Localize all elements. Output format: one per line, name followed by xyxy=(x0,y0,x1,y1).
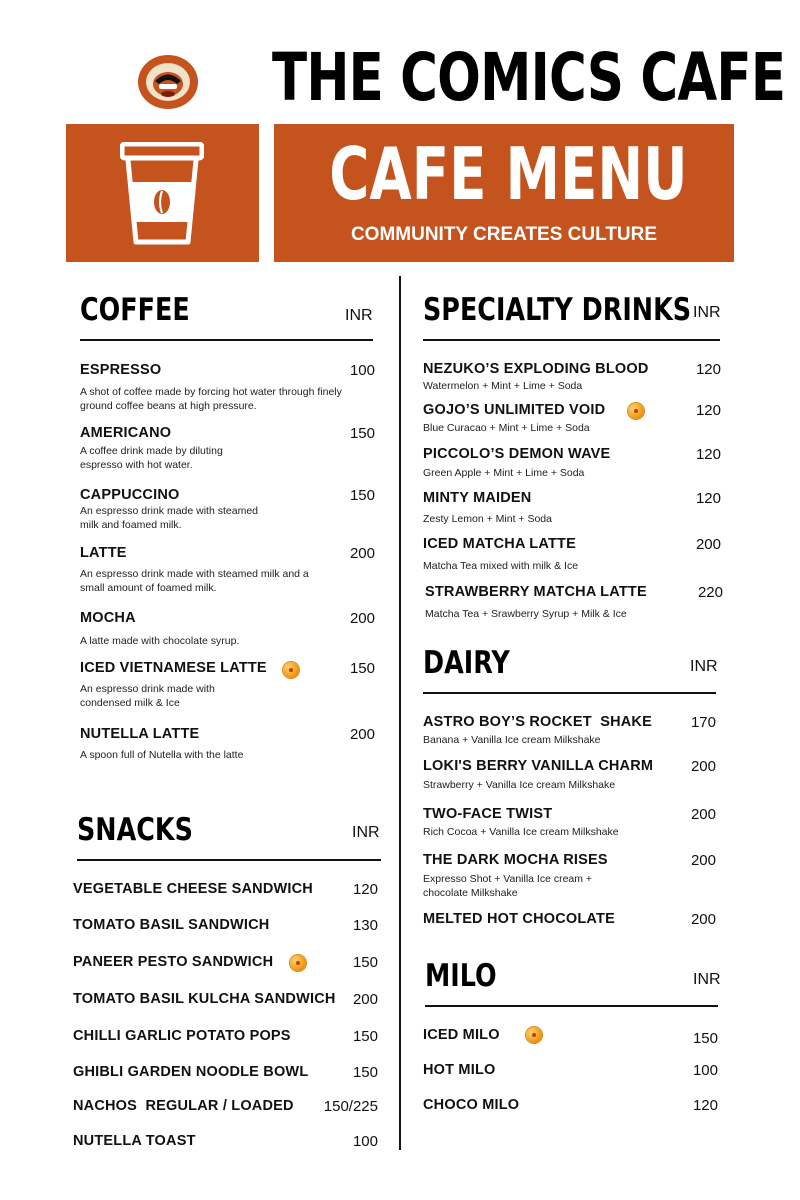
item-name: THE DARK MOCHA RISES xyxy=(423,852,608,868)
item-name: NUTELLA TOAST xyxy=(73,1133,196,1149)
item-price: 200 xyxy=(690,758,716,775)
specialty-rule xyxy=(423,339,720,341)
item-name: LOKI'S BERRY VANILLA CHARM xyxy=(423,758,654,774)
item-price: 150 xyxy=(352,954,378,971)
cafe-logo xyxy=(137,54,199,110)
item-name: STRAWBERRY MATCHA LATTE xyxy=(425,584,647,600)
item-name: ASTRO BOY’S ROCKET SHAKE xyxy=(423,714,652,730)
item-name: NACHOS REGULAR / LOADED xyxy=(73,1098,294,1114)
item-name: ICED VIETNAMESE LATTE xyxy=(80,660,267,676)
item-description: Green Apple + Mint + Lime + Soda xyxy=(423,467,585,479)
dairy-rule xyxy=(423,692,716,694)
item-description: Strawberry + Vanilla Ice cream Milkshake xyxy=(423,779,616,791)
item-price: 120 xyxy=(352,881,378,898)
dragon-ball-icon xyxy=(526,1027,542,1043)
item-name: CAPPUCCINO xyxy=(80,487,180,503)
item-description: Blue Curacao + Mint + Lime + Soda xyxy=(423,422,590,434)
item-name: PANEER PESTO SANDWICH xyxy=(73,954,274,970)
item-price: 170 xyxy=(690,714,716,731)
dairy-currency: INR xyxy=(690,658,718,675)
coffee-currency: INR xyxy=(345,307,373,324)
brand-title: THE COMICS CAFE xyxy=(272,39,786,116)
item-description: Rich Cocoa + Vanilla Ice cream Milkshake xyxy=(423,826,619,838)
item-name: VEGETABLE CHEESE SANDWICH xyxy=(73,881,313,897)
item-name: TOMATO BASIL SANDWICH xyxy=(73,917,270,933)
item-price: 150 xyxy=(349,487,375,504)
item-price: 100 xyxy=(692,1062,718,1079)
item-name: NEZUKO’S EXPLODING BLOOD xyxy=(423,361,649,377)
item-description: A latte made with chocolate syrup. xyxy=(80,635,240,647)
snacks-currency: INR xyxy=(352,824,380,841)
column-divider xyxy=(399,276,401,1150)
item-name: GOJO’S UNLIMITED VOID xyxy=(423,402,606,418)
item-description: A coffee drink made by diluting espresso with hot water. xyxy=(80,445,223,471)
item-price: 200 xyxy=(690,911,716,928)
item-description: A shot of coffee made by forcing hot water through finely ground coffee beans at high pressure. xyxy=(80,386,342,412)
item-price: 150 xyxy=(352,1064,378,1081)
snacks-section-title: SNACKS xyxy=(77,812,193,848)
banner-icon-panel xyxy=(66,124,259,262)
item-price: 100 xyxy=(352,1133,378,1150)
item-description: Banana + Vanilla Ice cream Milkshake xyxy=(423,734,601,746)
item-name: AMERICANO xyxy=(80,425,172,441)
item-name: ESPRESSO xyxy=(80,362,162,378)
milo-rule xyxy=(425,1005,718,1007)
item-description: Matcha Tea mixed with milk & Ice xyxy=(423,560,579,572)
item-price: 200 xyxy=(352,991,378,1008)
item-price: 200 xyxy=(349,610,375,627)
item-description: An espresso drink made with steamed milk and a small amount of foamed milk. xyxy=(80,568,309,594)
item-name: TWO-FACE TWIST xyxy=(423,806,553,822)
item-price: 200 xyxy=(690,852,716,869)
dairy-section-title: DAIRY xyxy=(423,645,510,681)
item-name: MOCHA xyxy=(80,610,136,626)
dragon-ball-icon xyxy=(283,662,299,678)
item-description: A spoon full of Nutella with the latte xyxy=(80,749,244,761)
specialty-currency: INR xyxy=(693,304,721,321)
item-price: 150 xyxy=(692,1030,718,1047)
item-name: GHIBLI GARDEN NOODLE BOWL xyxy=(73,1064,309,1080)
item-price: 200 xyxy=(695,536,721,553)
item-name: MINTY MAIDEN xyxy=(423,490,532,506)
item-description: Expresso Shot + Vanilla Ice cream + chocolate Milkshake xyxy=(423,873,593,899)
banner xyxy=(274,124,734,262)
coffee-cup-icon xyxy=(120,142,204,246)
coffee-rule xyxy=(80,339,373,341)
snacks-rule xyxy=(77,859,381,861)
item-name: MELTED HOT CHOCOLATE xyxy=(423,911,615,927)
item-price: 150 xyxy=(352,1028,378,1045)
item-name: NUTELLA LATTE xyxy=(80,726,200,742)
item-price: 150 xyxy=(349,660,375,677)
specialty-section-title: SPECIALTY DRINKS xyxy=(423,292,692,328)
item-description: Zesty Lemon + Mint + Soda xyxy=(423,513,552,525)
item-price: 120 xyxy=(695,402,721,419)
item-name: LATTE xyxy=(80,545,127,561)
item-description: Matcha Tea + Srawberry Syrup + Milk & Ice xyxy=(425,608,627,620)
dragon-ball-icon xyxy=(290,955,306,971)
item-price: 100 xyxy=(349,362,375,379)
item-price: 150 xyxy=(349,425,375,442)
item-price: 130 xyxy=(352,917,378,934)
menu-tagline: COMMUNITY CREATES CULTURE xyxy=(350,224,658,245)
coffee-section-title: COFFEE xyxy=(80,292,190,328)
item-description: An espresso drink made with condensed milk & Ice xyxy=(80,683,215,709)
item-price: 120 xyxy=(695,361,721,378)
item-price: 120 xyxy=(695,446,721,463)
item-price: 150/225 xyxy=(323,1098,378,1115)
menu-title: CAFE MENU xyxy=(329,132,688,216)
item-price: 120 xyxy=(695,490,721,507)
item-name: ICED MATCHA LATTE xyxy=(423,536,576,552)
item-name: ICED MILO xyxy=(423,1027,500,1043)
item-name: HOT MILO xyxy=(423,1062,496,1078)
item-description: Watermelon + Mint + Lime + Soda xyxy=(423,380,583,392)
milo-currency: INR xyxy=(693,971,721,988)
dragon-ball-icon xyxy=(628,403,644,419)
item-description: An espresso drink made with steamed milk and foamed milk. xyxy=(80,505,259,531)
item-price: 120 xyxy=(692,1097,718,1114)
item-name: PICCOLO’S DEMON WAVE xyxy=(423,446,611,462)
item-price: 200 xyxy=(349,545,375,562)
item-name: CHOCO MILO xyxy=(423,1097,520,1113)
milo-section-title: MILO xyxy=(425,958,497,994)
item-price: 200 xyxy=(690,806,716,823)
item-name: CHILLI GARLIC POTATO POPS xyxy=(73,1028,291,1044)
item-price: 220 xyxy=(697,584,723,601)
item-name: TOMATO BASIL KULCHA SANDWICH xyxy=(73,991,336,1007)
item-price: 200 xyxy=(349,726,375,743)
